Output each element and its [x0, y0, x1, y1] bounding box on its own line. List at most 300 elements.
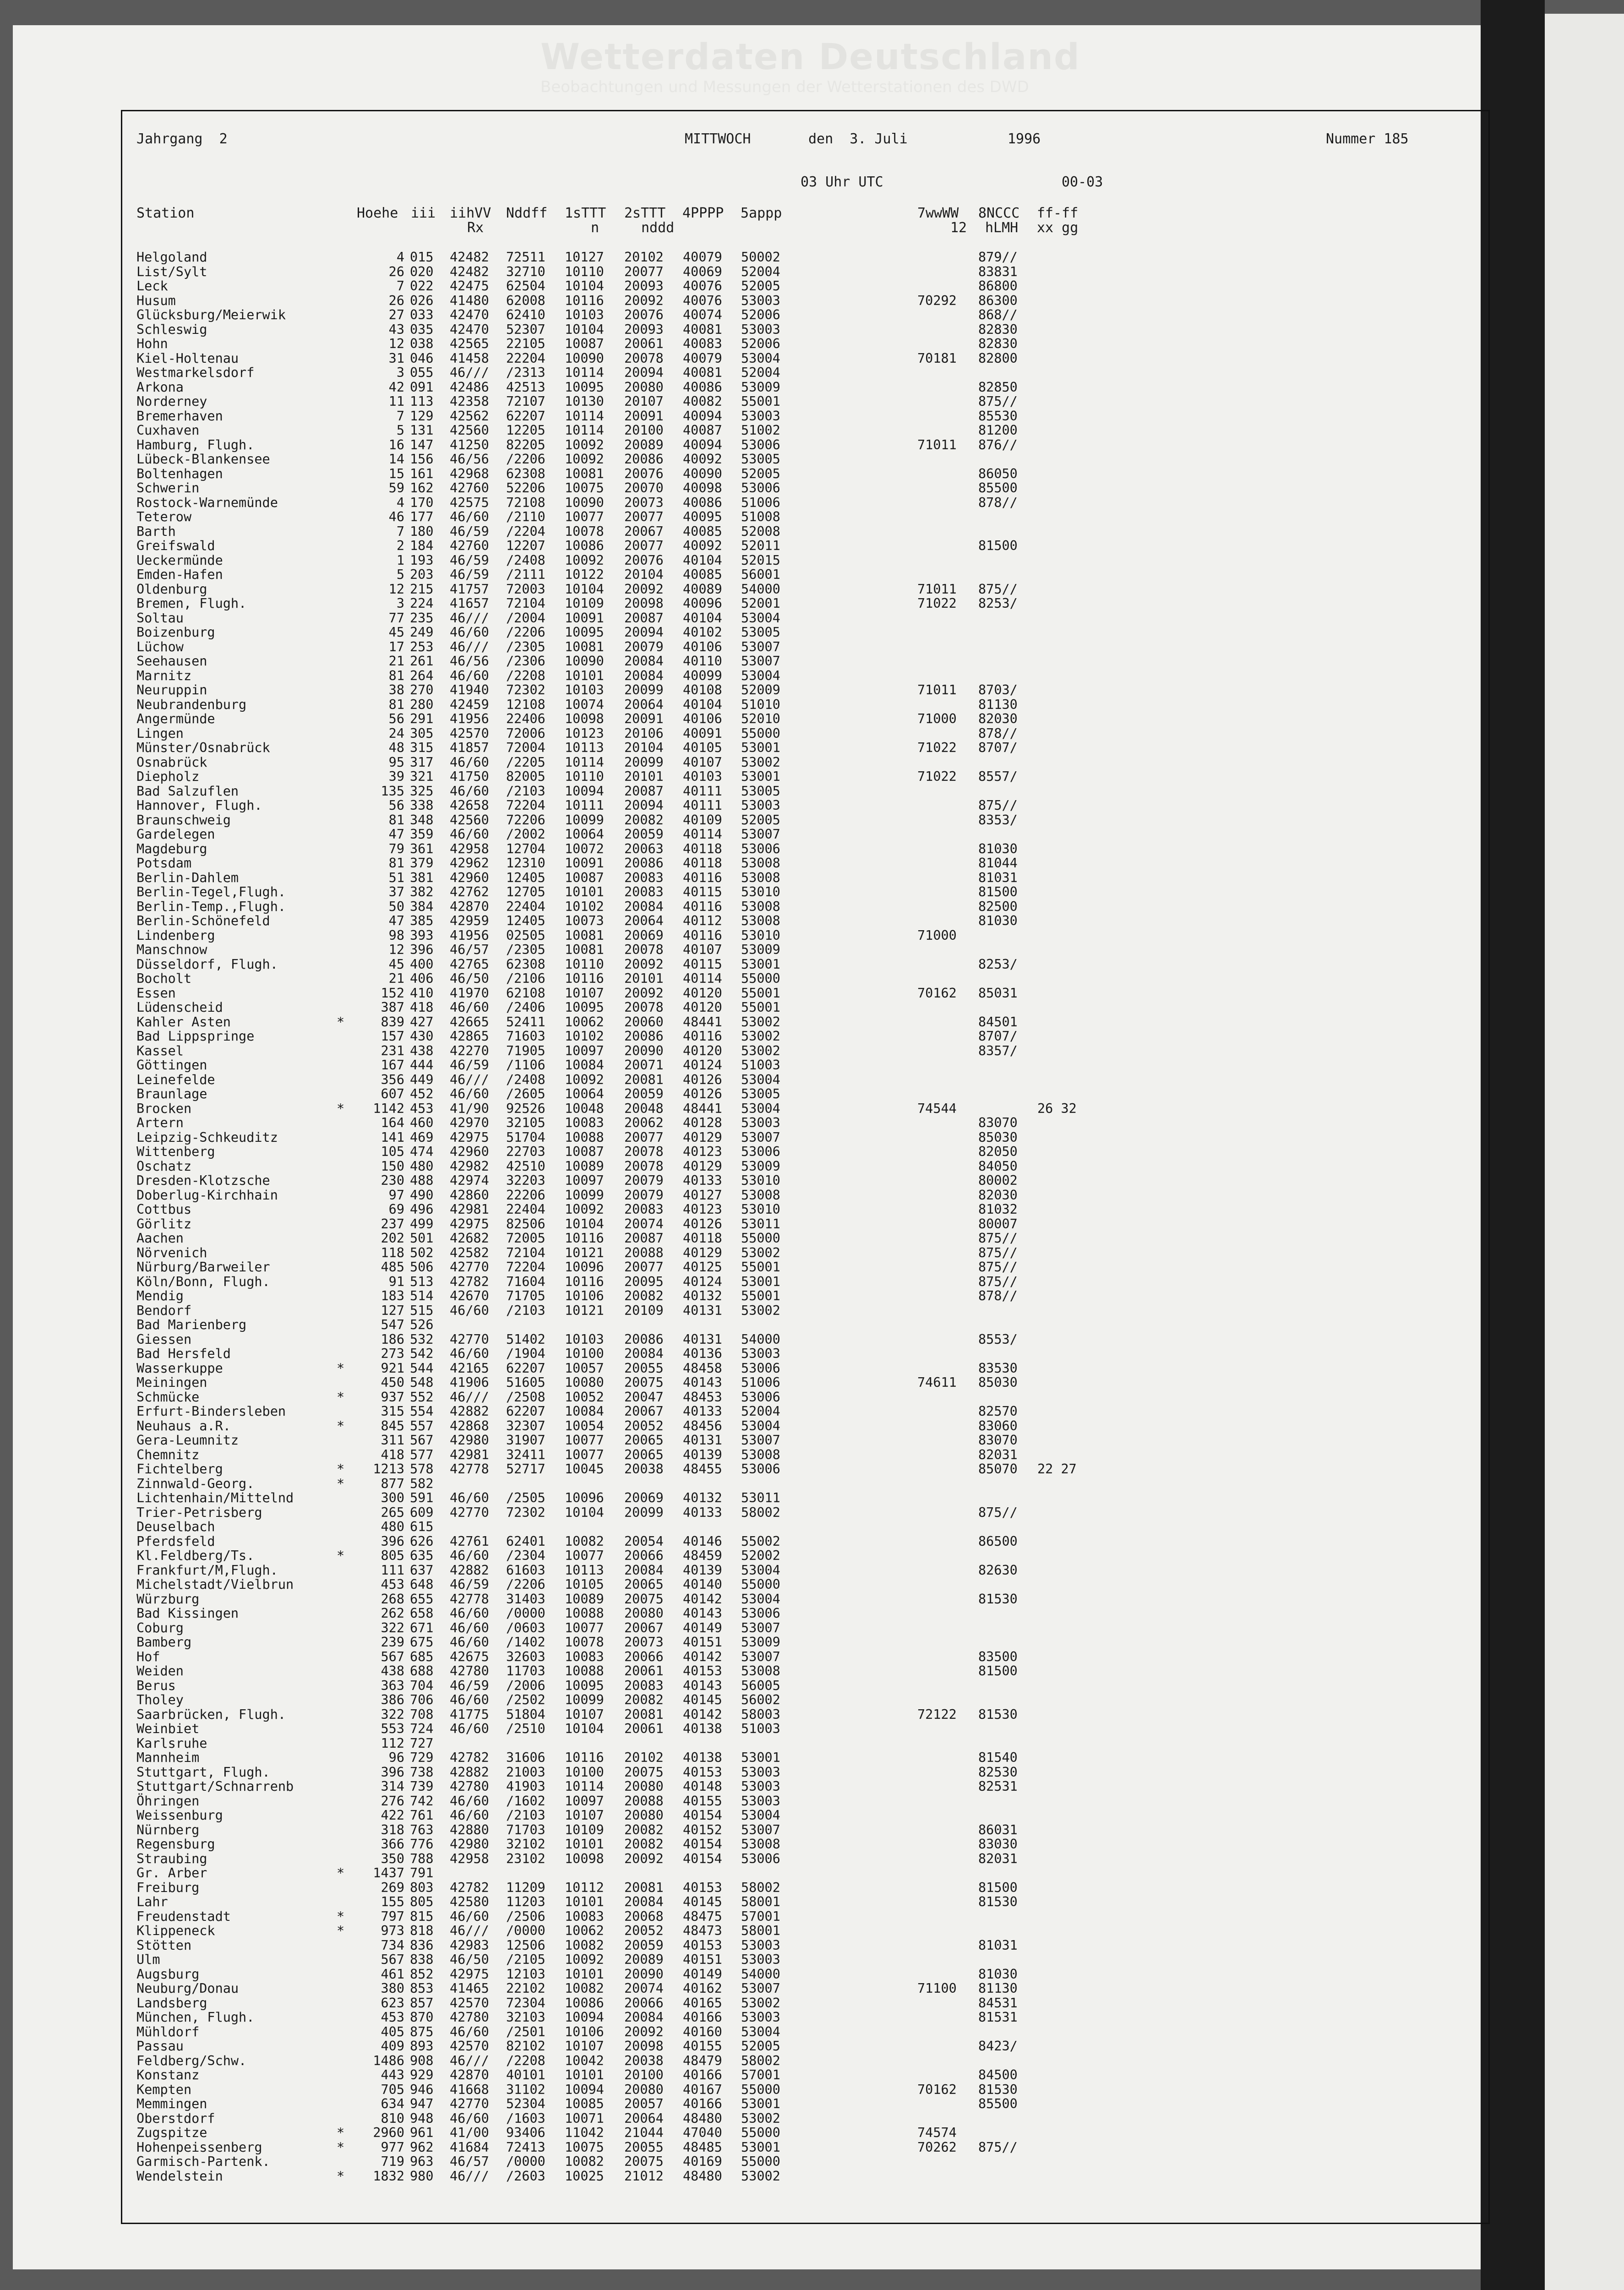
cell-g2: 71604	[506, 1274, 545, 1289]
cell-g1: 42975	[450, 1966, 489, 1982]
cell-h: 1832	[373, 2168, 404, 2184]
cell-h: 547	[381, 1317, 404, 1332]
cell-g4: 20084	[624, 654, 664, 669]
cell-g2: 32102	[506, 1837, 545, 1852]
cell-g6: 53002	[741, 2168, 780, 2184]
cell-h: 322	[381, 1620, 404, 1636]
cell-g6: 54000	[741, 581, 780, 597]
cell-st: Marnitz	[136, 668, 192, 683]
cell-g3: 10102	[565, 1029, 604, 1044]
cell-h: 15	[388, 466, 404, 481]
cell-g1: 42770	[450, 1260, 489, 1275]
cell-g4: 21044	[624, 2125, 664, 2140]
cell-g8: 8557/	[978, 769, 1018, 784]
cell-g3: 10081	[565, 927, 604, 943]
cell-iii: 577	[410, 1447, 434, 1462]
cell-st: Weiden	[136, 1663, 184, 1679]
cell-g6: 53001	[741, 2139, 780, 2155]
cell-g4: 20082	[624, 812, 664, 828]
cell-g2: 02505	[506, 927, 545, 943]
cell-g4: 20060	[624, 1014, 664, 1030]
cell-h: 797	[381, 1908, 404, 1924]
cell-g3: 10114	[565, 423, 604, 438]
cell-st: Bad Kissingen	[136, 1606, 239, 1621]
cell-st: Regensburg	[136, 1837, 215, 1852]
cell-g8: 82850	[978, 379, 1018, 395]
cell-g6: 58003	[741, 1707, 780, 1722]
cell-g2: /2508	[506, 1389, 545, 1405]
cell-g3: 10083	[565, 1115, 604, 1130]
table-row	[136, 2154, 1190, 2169]
cell-g4: 20084	[624, 668, 664, 683]
cell-g5: 40149	[683, 1966, 722, 1982]
cell-h: 311	[381, 1433, 404, 1448]
cell-g2: 92526	[506, 1101, 545, 1116]
cell-g5: 40126	[683, 1086, 722, 1101]
cell-g5: 40092	[683, 538, 722, 553]
cell-g3: 10109	[565, 1822, 604, 1837]
cell-h: 59	[388, 480, 404, 496]
table-row	[136, 1000, 1190, 1014]
cell-g3: 10121	[565, 1303, 604, 1318]
cell-h: 322	[381, 1707, 404, 1722]
cell-g6: 53005	[741, 625, 780, 640]
cell-g5: 40166	[683, 2067, 722, 2083]
cell-st: Neuhaus a.R.	[136, 1418, 231, 1434]
cell-h: 805	[381, 1548, 404, 1563]
cell-st: Essen	[136, 985, 176, 1001]
cell-iii: 379	[410, 856, 434, 871]
cell-g1: 42470	[450, 322, 489, 337]
cell-g4: 20086	[624, 856, 664, 871]
cell-st: Düsseldorf, Flugh.	[136, 956, 278, 972]
cell-g2: /1603	[506, 2110, 545, 2126]
cell-g3: 10087	[565, 1144, 604, 1159]
cell-iii: 708	[410, 1707, 434, 1722]
cell-h: 356	[381, 1072, 404, 1087]
cell-st: Ulm	[136, 1952, 160, 1967]
cell-g2: /1904	[506, 1346, 545, 1361]
cell-h: 422	[381, 1808, 404, 1823]
cell-g3: 10089	[565, 1158, 604, 1174]
cell-iii: 501	[410, 1231, 434, 1246]
cell-h: 3	[396, 596, 404, 611]
cell-g6: 53007	[741, 654, 780, 669]
col-2sttt: 2sTTT	[624, 205, 666, 221]
cell-g5: 40146	[683, 1533, 722, 1549]
cell-g3: 10113	[565, 1562, 604, 1578]
cell-g3: 10116	[565, 1274, 604, 1289]
table-row	[136, 1216, 1190, 1231]
cell-g7: 70162	[917, 2082, 957, 2097]
cell-g6: 53010	[741, 927, 780, 943]
cell-mk: *	[337, 1101, 345, 1116]
cell-g5: 48458	[683, 1360, 722, 1376]
cell-g1: 42860	[450, 1187, 489, 1203]
cell-iii: 203	[410, 567, 434, 582]
cell-g4: 20082	[624, 1822, 664, 1837]
cell-g3: 10114	[565, 1779, 604, 1794]
cell-g5: 40102	[683, 625, 722, 640]
cell-st: Gr. Arber	[136, 1865, 207, 1881]
cell-st: Emden-Hafen	[136, 567, 223, 582]
cell-h: 409	[381, 2039, 404, 2054]
cell-g4: 20064	[624, 2110, 664, 2126]
cell-g5: 40099	[683, 668, 722, 683]
cell-g1: 41857	[450, 740, 489, 755]
cell-g5: 40104	[683, 552, 722, 568]
cell-g1: 46/59	[450, 523, 489, 539]
cell-g4: 20048	[624, 1101, 664, 1116]
cell-st: Bocholt	[136, 971, 192, 986]
cell-g1: 46///	[450, 1389, 489, 1405]
cell-g1: 42665	[450, 1014, 489, 1030]
cell-g1: 46/60	[450, 509, 489, 524]
cell-st: Brocken	[136, 1101, 192, 1116]
table-row	[136, 1707, 1190, 1722]
cell-g2: /2006	[506, 1678, 545, 1693]
cell-iii: 452	[410, 1086, 434, 1101]
cell-g5: 40128	[683, 1115, 722, 1130]
table-row	[136, 538, 1190, 553]
cell-iii: 129	[410, 408, 434, 424]
cell-h: 396	[381, 1764, 404, 1780]
cell-iii: 253	[410, 639, 434, 654]
cell-g6: 50002	[741, 250, 780, 265]
cell-h: 26	[388, 264, 404, 279]
col-station: Station	[136, 205, 195, 221]
cell-g6: 52005	[741, 466, 780, 481]
cell-g8: 85030	[978, 1129, 1018, 1145]
cell-g1: 41775	[450, 1707, 489, 1722]
cell-g5: 40143	[683, 1678, 722, 1693]
cell-h: 845	[381, 1418, 404, 1434]
cell-h: 973	[381, 1923, 404, 1938]
cell-g6: 53002	[741, 754, 780, 770]
cell-h: 300	[381, 1490, 404, 1505]
cell-g4: 20094	[624, 798, 664, 813]
cell-g1: 46/60	[450, 1793, 489, 1809]
cell-h: 265	[381, 1505, 404, 1520]
cell-iii: 506	[410, 1260, 434, 1275]
cell-g1: 42670	[450, 1288, 489, 1303]
table-row	[136, 1663, 1190, 1678]
cell-g1: 41757	[450, 581, 489, 597]
cell-g7: 70292	[917, 293, 957, 308]
cell-mk: *	[337, 1418, 345, 1434]
volume-label: Jahrgang 2	[136, 131, 228, 147]
cell-st: Stuttgart/Schnarrenb	[136, 1779, 294, 1794]
cell-g2: 72107	[506, 394, 545, 409]
cell-g8: 81030	[978, 913, 1018, 928]
cell-h: 56	[388, 798, 404, 813]
cell-h: 31	[388, 350, 404, 366]
cell-iii: 348	[410, 812, 434, 828]
table-row	[136, 307, 1190, 322]
table-row	[136, 928, 1190, 943]
cell-h: 14	[388, 452, 404, 467]
table-row	[136, 812, 1190, 827]
cell-iii: 658	[410, 1606, 434, 1621]
cell-g3: 10086	[565, 538, 604, 553]
cell-g5: 40079	[683, 350, 722, 366]
cell-g1: 42270	[450, 1043, 489, 1058]
cell-g4: 20075	[624, 1764, 664, 1780]
cell-g4: 20086	[624, 1029, 664, 1044]
cell-g8: 83070	[978, 1433, 1018, 1448]
cell-g2: /2306	[506, 654, 545, 669]
cell-g5: 40133	[683, 1404, 722, 1419]
cell-g7: 70162	[917, 985, 957, 1001]
cell-g6: 55000	[741, 725, 780, 741]
cell-g3: 10107	[565, 985, 604, 1001]
cell-g1: 42778	[450, 1461, 489, 1477]
cell-g5: 40106	[683, 639, 722, 654]
cell-g5: 48485	[683, 2139, 722, 2155]
cell-g5: 40120	[683, 985, 722, 1001]
cell-g3: 10025	[565, 2168, 604, 2184]
cell-g7: 74611	[917, 1375, 957, 1390]
cell-iii: 513	[410, 1274, 434, 1289]
cell-st: Hohn	[136, 336, 168, 351]
cell-g2: 72302	[506, 1505, 545, 1520]
cell-g6: 53003	[741, 322, 780, 337]
cell-g1: 46/60	[450, 2110, 489, 2126]
observation-time: 03 Uhr UTC	[801, 174, 883, 190]
cell-g3: 10057	[565, 1360, 604, 1376]
cell-g2: 32103	[506, 2010, 545, 2025]
cell-g2: /2103	[506, 1303, 545, 1318]
table-row	[136, 769, 1190, 784]
cell-g5: 40167	[683, 2082, 722, 2097]
cell-g3: 10081	[565, 466, 604, 481]
cell-h: 315	[381, 1404, 404, 1419]
cell-g3: 10101	[565, 668, 604, 683]
cell-iii: 853	[410, 1981, 434, 1996]
cell-g6: 53002	[741, 1029, 780, 1044]
cell-g1: 46///	[450, 1923, 489, 1938]
station-table-body	[136, 250, 1190, 2183]
cell-g6: 58002	[741, 2053, 780, 2068]
cell-h: 3	[396, 365, 404, 380]
cell-st: Kl.Feldberg/Ts.	[136, 1548, 255, 1563]
cell-g1: 42981	[450, 1447, 489, 1462]
cell-g6: 53006	[741, 1360, 780, 1376]
cell-g4: 20104	[624, 740, 664, 755]
table-row	[136, 697, 1190, 712]
cell-st: Göttingen	[136, 1058, 207, 1073]
cell-iii: 704	[410, 1678, 434, 1693]
cell-st: Bremerhaven	[136, 408, 223, 424]
table-row	[136, 726, 1190, 741]
cell-g3: 10095	[565, 625, 604, 640]
cell-g1: 42959	[450, 913, 489, 928]
cell-g3: 10071	[565, 2110, 604, 2126]
table-row	[136, 625, 1190, 639]
cell-g1: 42475	[450, 278, 489, 294]
cell-g4: 20084	[624, 1562, 664, 1578]
cell-g6: 53006	[741, 1389, 780, 1405]
cell-g6: 53001	[741, 1750, 780, 1765]
cell-g8: 81500	[978, 884, 1018, 900]
cell-iii: 460	[410, 1115, 434, 1130]
cell-iii: 675	[410, 1635, 434, 1650]
cell-g2: /2206	[506, 1577, 545, 1592]
cell-g5: 48459	[683, 1548, 722, 1563]
cell-g6: 53003	[741, 1793, 780, 1809]
cell-st: Teterow	[136, 509, 192, 524]
cell-g2: /1602	[506, 1793, 545, 1809]
cell-g4: 20061	[624, 336, 664, 351]
table-row	[136, 1865, 1190, 1880]
cell-g5: 40105	[683, 740, 722, 755]
table-row	[136, 1967, 1190, 1981]
cell-g3: 10087	[565, 336, 604, 351]
table-row	[136, 899, 1190, 914]
cell-g4: 20083	[624, 1678, 664, 1693]
cell-g2: 62308	[506, 956, 545, 972]
cell-h: 1213	[373, 1461, 404, 1477]
cell-st: Trier-Petrisberg	[136, 1505, 262, 1520]
cell-g5: 40081	[683, 365, 722, 380]
table-row	[136, 1563, 1190, 1577]
cell-h: 27	[388, 307, 404, 322]
table-row	[136, 1577, 1190, 1592]
cell-g5: 40142	[683, 1707, 722, 1722]
cell-g5: 48441	[683, 1101, 722, 1116]
cell-g2: 52411	[506, 1014, 545, 1030]
cell-st: Görlitz	[136, 1216, 192, 1232]
cell-g6: 53002	[741, 1303, 780, 1318]
cell-h: 56	[388, 711, 404, 726]
cell-iii: 249	[410, 625, 434, 640]
col-ffff: ff-ff	[1037, 205, 1079, 221]
cell-g1: 42562	[450, 408, 489, 424]
table-row	[136, 1461, 1190, 1476]
cell-st: Leipzig-Schkeuditz	[136, 1129, 278, 1145]
table-row	[136, 2010, 1190, 2024]
cell-g1: 42560	[450, 812, 489, 828]
cell-iii: 502	[410, 1245, 434, 1260]
cell-g3: 10104	[565, 1216, 604, 1232]
cell-iii: 548	[410, 1375, 434, 1390]
cell-st: Bamberg	[136, 1635, 192, 1650]
cell-g2: 62207	[506, 1404, 545, 1419]
cell-g4: 20061	[624, 1721, 664, 1736]
cell-g3: 10109	[565, 596, 604, 611]
cell-g1: 42782	[450, 1750, 489, 1765]
cell-iii: 382	[410, 884, 434, 900]
cell-g3: 10083	[565, 1908, 604, 1924]
cell-g6: 53005	[741, 783, 780, 799]
cell-st: Mühldorf	[136, 2024, 200, 2039]
cell-g1: 42770	[450, 2096, 489, 2111]
cell-g2: 31907	[506, 1433, 545, 1448]
cell-h: 157	[381, 1029, 404, 1044]
cell-g6: 51002	[741, 423, 780, 438]
cell-st: Lindenberg	[136, 927, 215, 943]
col-2sttt-sub: nddd	[641, 220, 675, 236]
cell-g8: 82530	[978, 1764, 1018, 1780]
cell-h: 269	[381, 1880, 404, 1895]
table-row	[136, 1115, 1190, 1130]
cell-iii: 515	[410, 1303, 434, 1318]
cell-h: 127	[381, 1303, 404, 1318]
cell-g8: 80007	[978, 1216, 1018, 1232]
cell-iii: 055	[410, 365, 434, 380]
cell-g3: 10122	[565, 567, 604, 582]
cell-h: 47	[388, 913, 404, 928]
cell-g1: 42482	[450, 250, 489, 265]
cell-g3: 10107	[565, 1707, 604, 1722]
cell-iii: 235	[410, 610, 434, 626]
cell-iii: 729	[410, 1750, 434, 1765]
cell-g3: 10080	[565, 1375, 604, 1390]
cell-g2: /2305	[506, 639, 545, 654]
table-row	[136, 1822, 1190, 1837]
cell-g8: 81030	[978, 1966, 1018, 1982]
cell-g8: 81530	[978, 2082, 1018, 2097]
cell-st: Arkona	[136, 379, 184, 395]
cell-g3: 10103	[565, 1331, 604, 1347]
cell-st: Weinbiet	[136, 1721, 200, 1736]
cell-g3: 10127	[565, 250, 604, 265]
table-row	[136, 1952, 1190, 1967]
cell-g2: /2206	[506, 452, 545, 467]
cell-g4: 20089	[624, 1952, 664, 1967]
table-row	[136, 2140, 1190, 2154]
cell-g2: 23102	[506, 1851, 545, 1866]
cell-g1: 41940	[450, 682, 489, 698]
cell-h: 314	[381, 1779, 404, 1794]
cell-h: 150	[381, 1158, 404, 1174]
cell-g5: 40132	[683, 1288, 722, 1303]
cell-g3: 10097	[565, 1043, 604, 1058]
cell-g6: 53004	[741, 1101, 780, 1116]
cell-g6: 55000	[741, 1231, 780, 1246]
cell-g2: 72302	[506, 682, 545, 698]
table-row	[136, 668, 1190, 683]
cell-h: 7	[396, 523, 404, 539]
table-row	[136, 1837, 1190, 1851]
cell-h: 98	[388, 927, 404, 943]
cell-g3: 10088	[565, 1606, 604, 1621]
cell-g8: 83030	[978, 1837, 1018, 1852]
cell-g3: 10052	[565, 1389, 604, 1405]
cell-g1: 46/60	[450, 1635, 489, 1650]
cell-g5: 40096	[683, 596, 722, 611]
cell-g7: 70262	[917, 2139, 957, 2155]
cell-st: Doberlug-Kirchhain	[136, 1187, 278, 1203]
cell-g3: 10103	[565, 307, 604, 322]
cell-st: Berus	[136, 1678, 176, 1693]
cell-g8: 81200	[978, 423, 1018, 438]
cell-g1: 42459	[450, 697, 489, 712]
cell-g8: 83060	[978, 1418, 1018, 1434]
cell-h: 12	[388, 942, 404, 957]
cell-g4: 20078	[624, 350, 664, 366]
cell-g6: 53007	[741, 1433, 780, 1448]
cell-g8: 8253/	[978, 596, 1018, 611]
cell-g2: /0000	[506, 1923, 545, 1938]
cell-iii: 430	[410, 1029, 434, 1044]
cell-h: 386	[381, 1692, 404, 1707]
cell-g6: 53009	[741, 942, 780, 957]
cell-g2: /2605	[506, 1086, 545, 1101]
table-row	[136, 1750, 1190, 1765]
cell-g3: 10101	[565, 1966, 604, 1982]
cell-g6: 53008	[741, 1447, 780, 1462]
